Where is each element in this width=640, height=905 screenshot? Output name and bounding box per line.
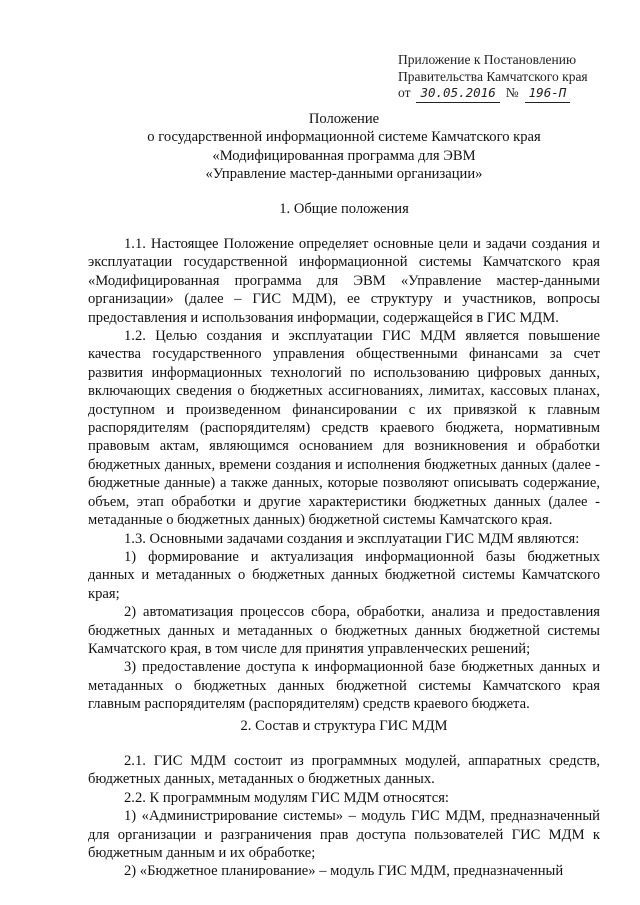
paragraph: 1.2. Целью создания и эксплуатации ГИС МДМ является повышение качества государственного управления общественными финансами за счет развития информационных технологий по использованию цифровых данных, включающих сведения о бюджетных ассигнованиях, лимитах, кассовых планах, доступном и произведенном финансировании с их привязкой к главным распорядителям (распорядителям) средств краевого бюджета, нормативным правовым актам, являющимся основанием для возникновения и обработки бюджетных данных, времени создания и исполнения бюджетных данных (далее - бюджетные данные) а также данных, которые позволяют описывать содержание, объем, этап обработки и другие характеристики бюджетных данных (далее - метаданные о бюджетных данных) бюджетной системы Камчатского края. [88, 328, 600, 529]
appendix-block [398, 52, 588, 103]
section-1-body [88, 235, 600, 714]
section-2-body [88, 752, 600, 881]
date-prefix: от [398, 85, 411, 100]
title-line-2: о государственной информационной системе Камчатского края [147, 129, 541, 146]
date-value: 30.05.2016 [416, 85, 499, 103]
title-line-1: Положение [308, 111, 380, 127]
paragraph: 2.2. К программным модулям ГИС МДМ относятся: [124, 789, 449, 806]
number-value: 196-П [525, 85, 571, 103]
paragraph: 1) «Администрирование системы» – модуль ГИС МДМ, предназначенный для организации и разграничения прав доступа пользователей ГИС МДМ к бюджетным данным и их обработке; [88, 808, 600, 862]
section-2-heading: 2. Состав и структура ГИС МДМ [240, 718, 448, 734]
paragraph: 2) «Бюджетное планирование» – модуль ГИС МДМ, предназначенный [124, 863, 564, 880]
paragraph: 2) автоматизация процессов сбора, обработки, анализа и предоставления бюджетных данных и метаданных о бюджетных данных бюджетной системы Камчатского края, в том числе для принятия управленческих решений; [88, 604, 600, 657]
paragraph: 2.1. ГИС МДМ состоит из программных модулей, аппаратных средств, бюджетных данных, метаданных о бюджетных данных. [88, 753, 600, 788]
number-prefix: № [505, 85, 519, 100]
date-number-line [398, 85, 588, 103]
paragraph: 3) предоставление доступа к информационной базе бюджетных данных и метаданных о бюджетных данных бюджетной системы Камчатского края главным распорядителям (распорядителям) средств краевого бюджета. [88, 659, 600, 713]
paragraph: 1.3. Основными задачами создания и эксплуатации ГИС МДМ являются: [124, 530, 580, 547]
appendix-line-2: Правительства Камчатского края [398, 68, 588, 84]
paragraph: 1) формирование и актуализация информационной базы бюджетных данных и метаданных о бюджетных данных бюджетной системы Камчатского края; [88, 548, 600, 602]
section-1-heading: 1. Общие положения [279, 201, 409, 217]
appendix-line-1: Приложение к Постановлению [398, 52, 577, 67]
title-line-4: «Управление мастер-данными организации» [205, 166, 483, 183]
document-title [88, 110, 600, 184]
paragraph: 1.1. Настоящее Положение определяет основные цели и задачи создания и эксплуатации государственной информационной системы Камчатского края «Модифицированная программа для ЭВМ «Управление мастер-данными организации» (далее – ГИС МДМ), ее структуру и участников, вопросы предоставления и использования информации, содержащейся в ГИС МДМ. [88, 236, 600, 326]
title-line-3: «Модифицированная программа для ЭВМ [212, 147, 476, 164]
